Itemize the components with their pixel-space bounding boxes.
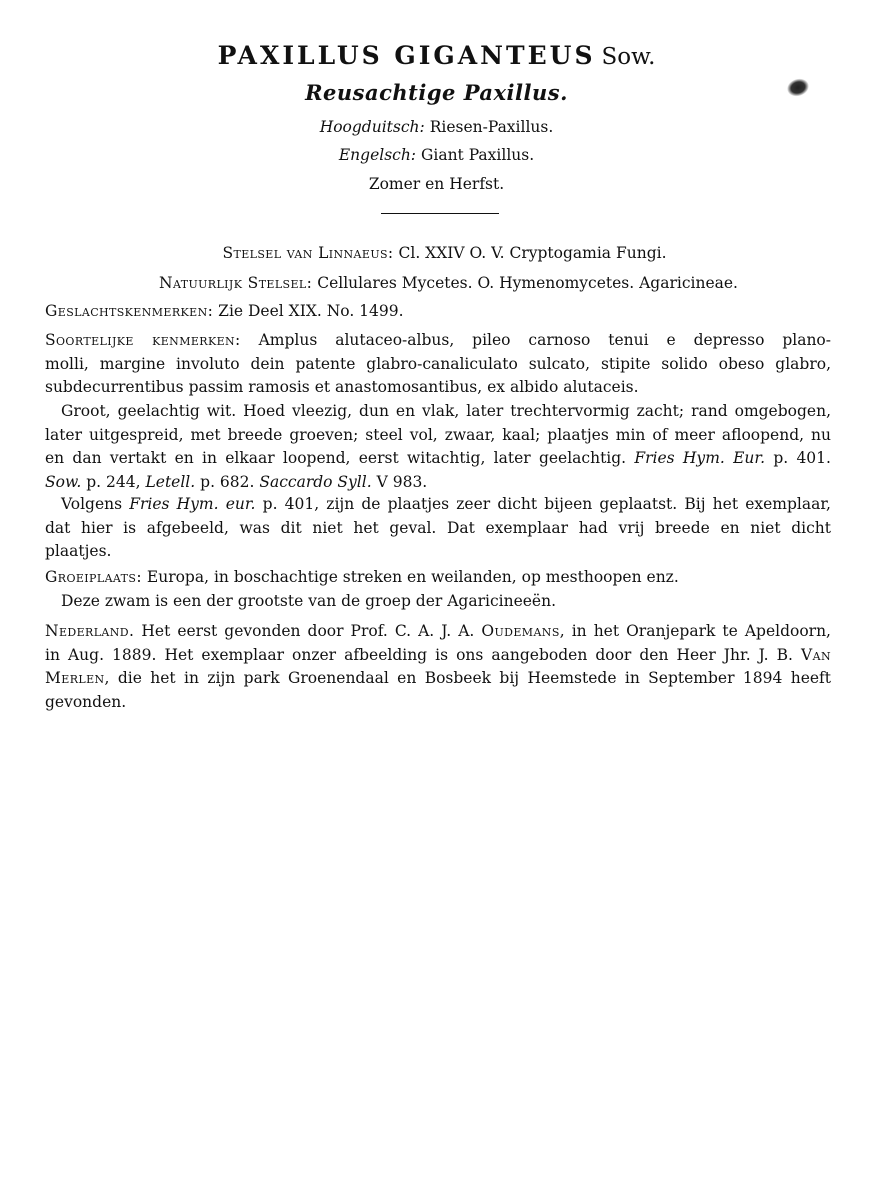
note-line-1 <box>45 493 831 517</box>
sowerby-reference: Sow. <box>45 472 82 491</box>
linnaeus-system-line <box>8 244 873 262</box>
netherlands-line-3 <box>45 667 831 691</box>
english-name-line <box>0 146 873 164</box>
netherlands-text-2: in Aug. 1889. Het exemplaar onzer afbeelding is ons aangeboden door den Heer Jhr. J. B. <box>45 645 793 664</box>
oudemans-name: Oudemans <box>481 622 560 640</box>
german-name-line <box>0 118 873 136</box>
netherlands-paragraph <box>45 620 831 714</box>
natural-system-text: Cellulares Mycetes. O. Hymenomycetes. Agaricineae. <box>317 274 738 292</box>
habitat-text: Europa, in boschachtige streken en weilanden, op mesthoopen enz. <box>146 568 679 586</box>
genus-text: Zie Deel XIX. No. 1499. <box>218 302 404 320</box>
letellier-reference: Letell. <box>145 472 196 491</box>
season-line: Zomer en Herfst. <box>368 175 505 193</box>
english-name: Giant Paxillus. <box>420 146 535 164</box>
netherlands-label: Nederland. <box>45 622 135 640</box>
habitat-line-2: Deze zwam is een der grootste van de groep der Agaricineeën. <box>61 591 557 610</box>
note-line-2: dat hier is afgebeeld, was dit niet het geval. Dat exemplaar had vrij breede en niet dicht <box>45 518 831 537</box>
note-paragraph <box>45 493 831 564</box>
german-label: Hoogduitsch: <box>319 118 425 136</box>
note-text-1b: p. 401, zijn de plaatjes zeer dicht bijeen geplaatst. Bij het exemplaar, <box>262 495 831 513</box>
merlen-name: Merlen <box>45 669 105 687</box>
species-text-1: Amplus alutaceo-albus, pileo carnoso tenui e depresso plano- <box>258 331 831 349</box>
netherlands-text-3: , die het in zijn park Groenendaal en Bosbeek bij Heemstede in September 1894 heeft <box>104 669 831 687</box>
natural-system-line <box>12 274 873 292</box>
genus-paragraph <box>45 300 831 324</box>
description-line-4 <box>45 471 831 495</box>
natural-system-label: Natuurlijk Stelsel: <box>159 274 313 292</box>
description-line-2: later uitgespreid, met breede groeven; steel vol, zwaar, kaal; plaatjes min of meer afloopend, nu <box>45 425 831 444</box>
netherlands-line-4: gevonden. <box>45 692 127 711</box>
saccardo-reference: Saccardo Syll. <box>259 472 372 491</box>
netherlands-text-1: Het eerst gevonden door Prof. C. A. J. A. <box>141 622 475 640</box>
note-line-3: plaatjes. <box>45 542 112 560</box>
netherlands-line-1 <box>45 620 831 644</box>
description-line-1: Groot, geelachtig wit. Hoed vleezig, dun en vlak, later trechtervormig zacht; rand omgebogen, <box>61 402 831 420</box>
netherlands-line-2 <box>45 644 831 668</box>
linnaeus-text: Cl. XXIV O. V. Cryptogamia Fungi. <box>398 244 667 262</box>
fries-reference: Fries Hym. Eur. <box>634 449 766 467</box>
netherlands-text-1b: , in het Oranjepark te Apeldoorn, <box>559 622 831 640</box>
author-abbrev: Sow. <box>601 44 656 70</box>
fries-page: p. 401. <box>773 449 831 467</box>
genus-label: Geslachtskenmerken: <box>45 302 214 320</box>
dutch-name: Reusachtige Paxillus. <box>305 80 568 105</box>
note-fries-reference: Fries Hym. eur. <box>129 495 256 513</box>
english-label: Engelsch: <box>338 146 417 164</box>
species-line-2: molli, margine involuto dein patente glabro-canaliculato sulcato, stipite solido obeso glabro, <box>45 354 831 373</box>
species-paragraph <box>45 329 831 400</box>
saccardo-page: V 983. <box>376 472 428 491</box>
species-label: Soortelijke kenmerken: <box>45 331 241 349</box>
species-line-1 <box>45 329 831 353</box>
species-line-3: subdecurrentibus passim ramosis et anastomosantibus, ex albido alutaceis. <box>45 378 639 396</box>
description-line-3 <box>45 447 831 471</box>
habitat-label: Groeiplaats: <box>45 568 142 586</box>
habitat-paragraph <box>45 566 831 613</box>
habitat-line-1 <box>45 566 831 590</box>
van-name: Van <box>801 645 831 664</box>
german-name: Riesen-Paxillus. <box>429 118 554 136</box>
title-text: PAXILLUS GIGANTEUS <box>217 41 596 70</box>
heading-divider <box>381 213 499 214</box>
species-title <box>0 41 873 70</box>
linnaeus-label: Stelsel van Linnaeus: <box>222 244 394 262</box>
sowerby-page: p. 244, <box>86 472 141 491</box>
letellier-page: p. 682. <box>200 472 255 491</box>
genus-line <box>45 300 831 324</box>
note-text-1a: Volgens <box>61 495 123 513</box>
description-text-3: en dan vertakt en in elkaar loopend, eerst witachtig, later geelachtig. <box>45 449 627 467</box>
description-paragraph <box>45 400 831 494</box>
